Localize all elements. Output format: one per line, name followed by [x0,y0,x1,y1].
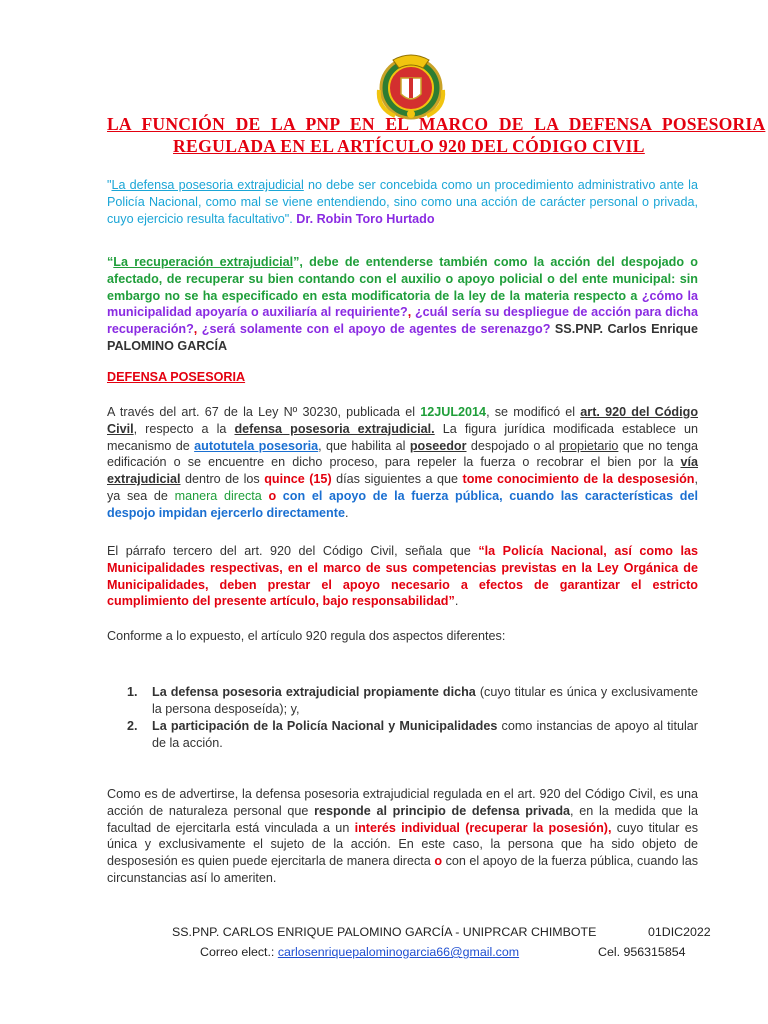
list-item: 2. La participación de la Policía Nacional y Municipalidades como instancias de apoyo al titular de la acción. [127,719,698,750]
footer-author-unit: SS.PNP. CARLOS ENRIQUE PALOMINO GARCÍA - UNIPRCAR CHIMBOTE [172,925,597,939]
footer-phone: Cel. 956315854 [598,945,686,959]
quote-toro-hurtado: "La defensa posesoria extrajudicial no debe ser concebida como un procedimiento administrativo ante la Policía Nacional, como mal se viene entendiendo, sino como una acción de carácter personal o privada, cuyo ejercicio resulta facultativo". Dr. Robin Toro Hurtado [107,178,698,226]
footer-contact [200,945,686,959]
list-item: 1. La defensa posesoria extrajudicial propiamente dicha (cuyo titular es única y exclusivamente la persona desposeída); y, [127,685,699,716]
aspects-list [127,684,698,752]
footer-author [172,925,711,939]
paragraph-art-920-tercero: El párrafo tercero del art. 920 del Código Civil, señala que “la Policía Nacional, así como las Municipalidades respectivas, en el marco de sus competencias previstas en la Ley Orgánica de Municipalidades, deben prestar el apoyo necesario a efectos de garantizar el estricto cumplimiento del presente artículo, bajo responsabilidad”. [107,544,699,609]
footer-date: 01DIC2022 [648,925,711,939]
section-heading: DEFENSA POSESORIA [107,370,246,384]
document-title-line-2: REGULADA EN EL ARTÍCULO 920 DEL CÓDIGO CIVIL [173,136,645,156]
email-link[interactable]: carlosenriquepalominogarcia66@gmail.com [277,945,520,959]
quote-author: Dr. Robin Toro Hurtado [296,211,435,226]
paragraph-art-67: A través del art. 67 de la Ley Nº 30230, publicada el 12JUL2014, se modificó el art. 920 del Código Civil, respecto a la defensa posesoria extrajudicial. La figura jurídica modificada establece un mecanismo de autotutela posesoria, que habilita al poseedor despojado o al propietario que no tenga edificación o se encuentre en dicho proceso, para repeler la fuerza o recobrar el bien por la vía extrajudicial dentro de los quince (15) días siguientes a que tome conocimiento de la desposesión, ya sea de manera directa o con el apoyo de la fuerza pública, cuando las características del despojo impidan ejercerlo directamente. [107,405,699,520]
quote-author: SS.PNP. Carlos Enrique PALOMINO GARCÍA [107,322,699,353]
paragraph-conforme: Conforme a lo expuesto, el artículo 920 regula dos aspectos diferentes: [107,629,506,643]
email-label: Correo elect.: [200,945,278,959]
quote-palomino-garcia: “La recuperación extrajudicial”, debe de entenderse también como la acción del despojado o afectado, de recuperar su bien contando con el auxilio o apoyo policial o del ente municipal: sin embargo no se ha especificado en esta modificatoria de la ley de la materia respecto a ¿cómo la municipalidad apoyaría o auxiliaría al requiriente?, ¿cuál sería su despliegue de acción para dicha recuperación?, ¿será solamente con el apoyo de agentes de serenazgo? SS.PNP. Carlos Enrique PALOMINO GARCÍA [107,255,699,353]
document-title-line-1: LA FUNCIÓN DE LA PNP EN EL MARCO DE LA DEFENSA POSESORIA [107,114,766,134]
pnp-emblem-icon [371,50,451,122]
paragraph-conclusion: Como es de advertirse, la defensa posesoria extrajudicial regulada en el art. 920 del Código Civil, es una acción de naturaleza personal que responde al principio de defensa privada, en la medida que la facultad de ejercitarla está vinculada a un interés individual (recuperar la posesión), cuyo titular es única y exclusivamente el sujeto de la acción. En este caso, la persona que ha sido objeto de desposesión es quien puede ejercitarla de manera directa o con el apoyo de la fuerza pública, cuando las circunstancias así lo ameriten. [107,787,698,885]
